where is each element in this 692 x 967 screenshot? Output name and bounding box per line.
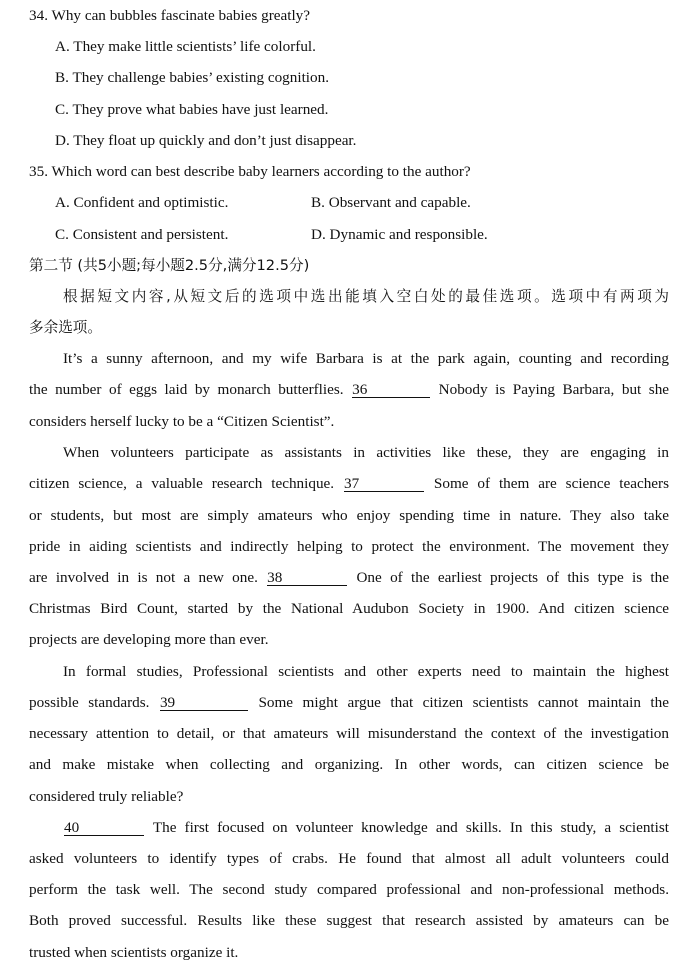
passage-p3-line-1: In formal studies, Professional scientists and other experts need to maintain the highest: [63, 663, 669, 680]
passage-p2-line-3: or students, but most are simply amateurs who enjoy spending time in nature. They also take: [29, 507, 669, 524]
blank-37: 37: [344, 476, 424, 492]
passage-p3-line-5: considered truly reliable?: [29, 788, 184, 805]
question-34-stem: 34. Why can bubbles fascinate babies greatly?: [29, 7, 311, 24]
passage-p2-line-5: [29, 568, 669, 588]
blank-38: 38: [267, 570, 347, 586]
question-35-option-b: B. Observant and capable.: [311, 194, 471, 211]
passage-p2-line-6: Christmas Bird Count, started by the National Audubon Society in 1900. And citizen science: [29, 600, 669, 617]
passage-p2-line-4: pride in aiding scientists and indirectly helping to protect the environment. The movement they: [29, 538, 669, 555]
passage-p3-line-2: [29, 693, 669, 713]
blank-39: 39: [160, 695, 248, 711]
passage-p2-line-1: When volunteers participate as assistants in activities like these, they are engaging in: [63, 444, 669, 461]
passage-p1-line-2: [29, 380, 669, 400]
question-34-option-b: B. They challenge babies’ existing cognition.: [55, 69, 330, 86]
question-34-option-c: C. They prove what babies have just learned.: [55, 101, 329, 118]
blank-40: 40: [64, 820, 144, 836]
passage-p1-line-1: It’s a sunny afternoon, and my wife Barbara is at the park again, counting and recording: [63, 350, 669, 367]
question-35-option-c: C. Consistent and persistent.: [55, 226, 229, 243]
question-34-option-a: A. They make little scientists’ life colorful.: [55, 38, 316, 55]
section-heading: 第二节 (共5小题;每小题2.5分,满分12.5分): [29, 257, 310, 274]
passage-p4-line-1-text: The first focused on volunteer knowledge and skills. In this study, a scientist: [152, 819, 669, 836]
passage-p1-line-2-text-b: Nobody is Paying Barbara, but she: [438, 381, 670, 398]
passage-p3-line-2-text-a: possible standards.: [29, 694, 150, 711]
passage-p4-line-1: [63, 818, 669, 838]
passage-p2-line-2: [29, 474, 669, 494]
passage-p3-line-2-text-b: Some might argue that citizen scientists cannot maintain the: [258, 694, 669, 711]
question-35-stem: 35. Which word can best describe baby learners according to the author?: [29, 163, 471, 180]
passage-p2-line-5-text-b: One of the earliest projects of this type is the: [356, 569, 669, 586]
passage-p4-line-3: perform the task well. The second study compared professional and non-professional methods.: [29, 881, 669, 898]
question-35-option-d: D. Dynamic and responsible.: [311, 226, 488, 243]
passage-p3-line-3: necessary attention to detail, or that amateurs will misunderstand the context of the investigation: [29, 725, 669, 742]
question-34-option-d: D. They float up quickly and don’t just disappear.: [55, 132, 357, 149]
passage-p2-line-5-text-a: are involved in is not a new one.: [29, 569, 258, 586]
passage-p1-line-3: considers herself lucky to be a “Citizen Scientist”.: [29, 413, 335, 430]
passage-p2-line-2-text-a: citizen science, a valuable research technique.: [29, 475, 335, 492]
passage-p2-line-7: projects are developing more than ever.: [29, 631, 269, 648]
question-35-option-a: A. Confident and optimistic.: [55, 194, 229, 211]
passage-p2-line-2-text-b: Some of them are science teachers: [433, 475, 670, 492]
passage-p1-line-2-text-a: the number of eggs laid by monarch butterflies.: [29, 381, 344, 398]
passage-p4-line-5: trusted when scientists organize it.: [29, 944, 239, 961]
blank-36: 36: [352, 382, 430, 398]
section-instruction-line-1: 根据短文内容,从短文后的选项中选出能填入空白处的最佳选项。选项中有两项为: [63, 288, 669, 305]
passage-p4-line-2: asked volunteers to identify types of crabs. He found that almost all adult volunteers could: [29, 850, 669, 867]
section-instruction-line-2: 多余选项。: [29, 319, 102, 336]
passage-p3-line-4: and make mistake when collecting and organizing. In other words, can citizen science be: [29, 756, 669, 773]
passage-p4-line-4: Both proved successful. Results like these suggest that research assisted by amateurs can be: [29, 912, 669, 929]
